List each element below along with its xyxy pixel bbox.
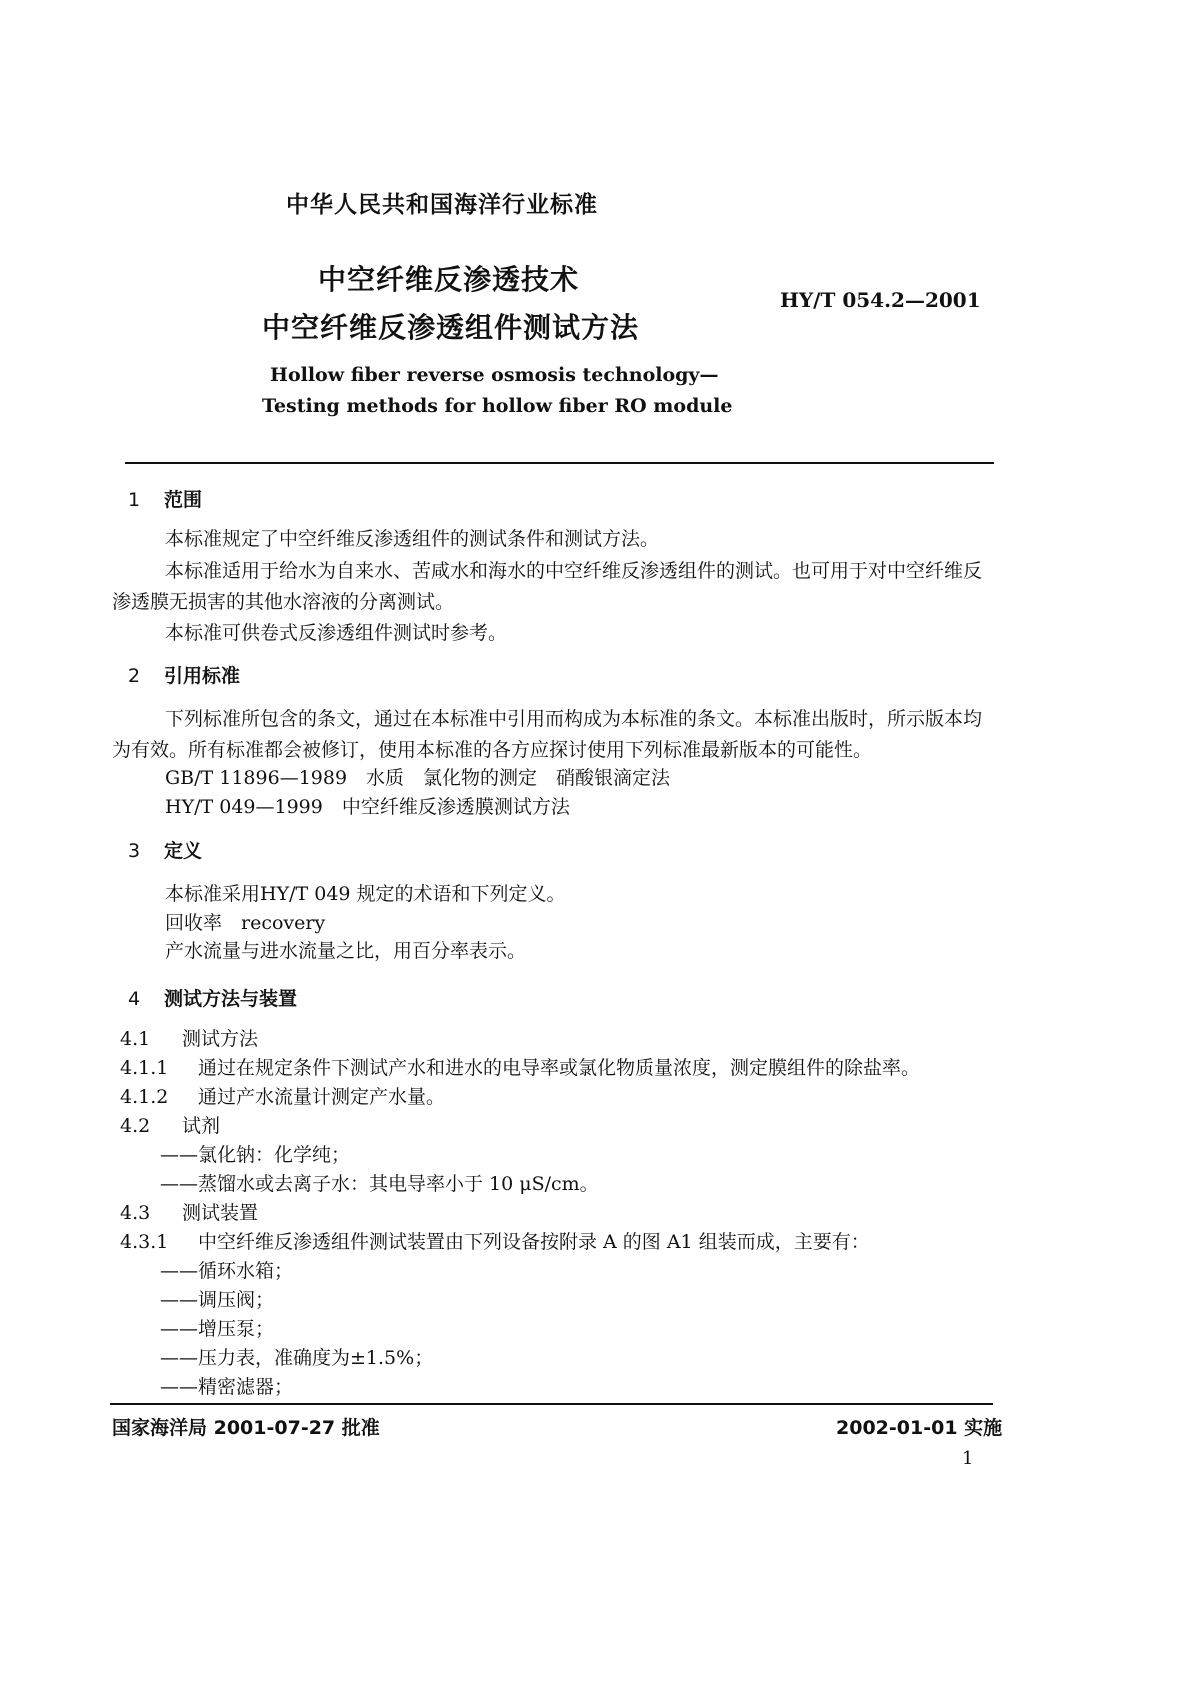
- subsection-title: 测试方法: [182, 1028, 259, 1050]
- title-line-1: 中空纤维反渗透技术: [318, 263, 580, 296]
- subsection-number: 4.1: [120, 1028, 151, 1050]
- s2-paragraph-1a: 下列标准所包含的条文，通过在本标准中引用而构成为本标准的条文。本标准出版时，所示版本均: [165, 708, 983, 730]
- s2-reference-2: HY/T 049—1999 中空纤维反渗透膜测试方法: [165, 796, 570, 818]
- subsection-4-2: [120, 1111, 220, 1138]
- section-1-heading: [128, 485, 202, 512]
- s2-paragraph-1b: 为有效。所有标准都会被修订，使用本标准的各方应探讨使用下列标准最新版本的可能性。: [112, 739, 873, 761]
- org-title: 中华人民共和国海洋行业标准: [286, 192, 598, 218]
- subsection-4-3: [120, 1198, 258, 1225]
- title-line-2: 中空纤维反渗透组件测试方法: [262, 311, 640, 344]
- section-title: 范围: [164, 489, 203, 511]
- subsection-4-3-1: [120, 1227, 870, 1254]
- section-title: 引用标准: [164, 665, 241, 687]
- equipment-item: ——压力表，准确度为±1.5%；: [160, 1347, 434, 1369]
- subsection-number: 4.1.1: [120, 1057, 169, 1079]
- equipment-item: ——精密滤器；: [160, 1376, 294, 1398]
- section-title: 定义: [164, 840, 203, 862]
- subsection-number: 4.3: [120, 1202, 151, 1224]
- section-number: 2: [128, 665, 141, 687]
- subsection-title: 测试装置: [182, 1202, 259, 1224]
- subsection-4-1-2: [120, 1082, 445, 1109]
- s3-term: 回收率 recovery: [165, 912, 326, 934]
- subsection-number: 4.2: [120, 1115, 151, 1137]
- standard-code: HY/T 054.2—2001: [780, 288, 981, 312]
- section-number: 3: [128, 840, 141, 862]
- implementation-line: 2002-01-01 实施: [836, 1417, 1003, 1439]
- header-rule: [125, 462, 994, 464]
- subsection-number: 4.3.1: [120, 1231, 169, 1253]
- s1-paragraph-1: 本标准规定了中空纤维反渗透组件的测试条件和测试方法。: [165, 528, 660, 550]
- s2-reference-1: GB/T 11896—1989 水质 氯化物的测定 硝酸银滴定法: [165, 767, 671, 789]
- subsection-4-1-1: [120, 1053, 920, 1080]
- section-number: 4: [128, 988, 141, 1010]
- s3-definition: 产水流量与进水流量之比，用百分率表示。: [165, 940, 527, 962]
- reagent-item: ——氯化钠：化学纯；: [160, 1144, 351, 1166]
- en-title-line-1: Hollow fiber reverse osmosis technology—: [270, 364, 719, 386]
- s1-paragraph-3: 本标准可供卷式反渗透组件测试时参考。: [165, 622, 508, 644]
- subsection-4-1: [120, 1024, 258, 1051]
- equipment-item: ——调压阀；: [160, 1289, 275, 1311]
- en-title-line-2: Testing methods for hollow fiber RO module: [262, 395, 733, 417]
- s1-paragraph-2b: 渗透膜无损害的其他水溶液的分离测试。: [112, 591, 455, 613]
- subsection-title: 试剂: [182, 1115, 221, 1137]
- section-3-heading: [128, 836, 202, 863]
- subsection-text: 通过在规定条件下测试产水和进水的电导率或氯化物质量浓度，测定膜组件的除盐率。: [198, 1057, 921, 1079]
- section-number: 1: [128, 489, 141, 511]
- approval-line: 国家海洋局 2001-07-27 批准: [112, 1417, 380, 1439]
- page-number: 1: [962, 1448, 974, 1469]
- section-4-heading: [128, 984, 297, 1011]
- subsection-text: 中空纤维反渗透组件测试装置由下列设备按附录 A 的图 A1 组装而成，主要有：: [198, 1231, 870, 1253]
- reagent-item: ——蒸馏水或去离子水：其电导率小于 10 μS/cm。: [160, 1173, 599, 1195]
- section-2-heading: [128, 661, 240, 688]
- footer-rule: [110, 1403, 993, 1405]
- subsection-number: 4.1.2: [120, 1086, 169, 1108]
- equipment-item: ——增压泵；: [160, 1318, 275, 1340]
- subsection-text: 通过产水流量计测定产水量。: [198, 1086, 446, 1108]
- s3-paragraph-1: 本标准采用HY/T 049 规定的术语和下列定义。: [165, 883, 566, 905]
- s1-paragraph-2a: 本标准适用于给水为自来水、苦咸水和海水的中空纤维反渗透组件的测试。也可用于对中空纤维反: [165, 560, 983, 582]
- equipment-item: ——循环水箱；: [160, 1260, 294, 1282]
- section-title: 测试方法与装置: [164, 988, 298, 1010]
